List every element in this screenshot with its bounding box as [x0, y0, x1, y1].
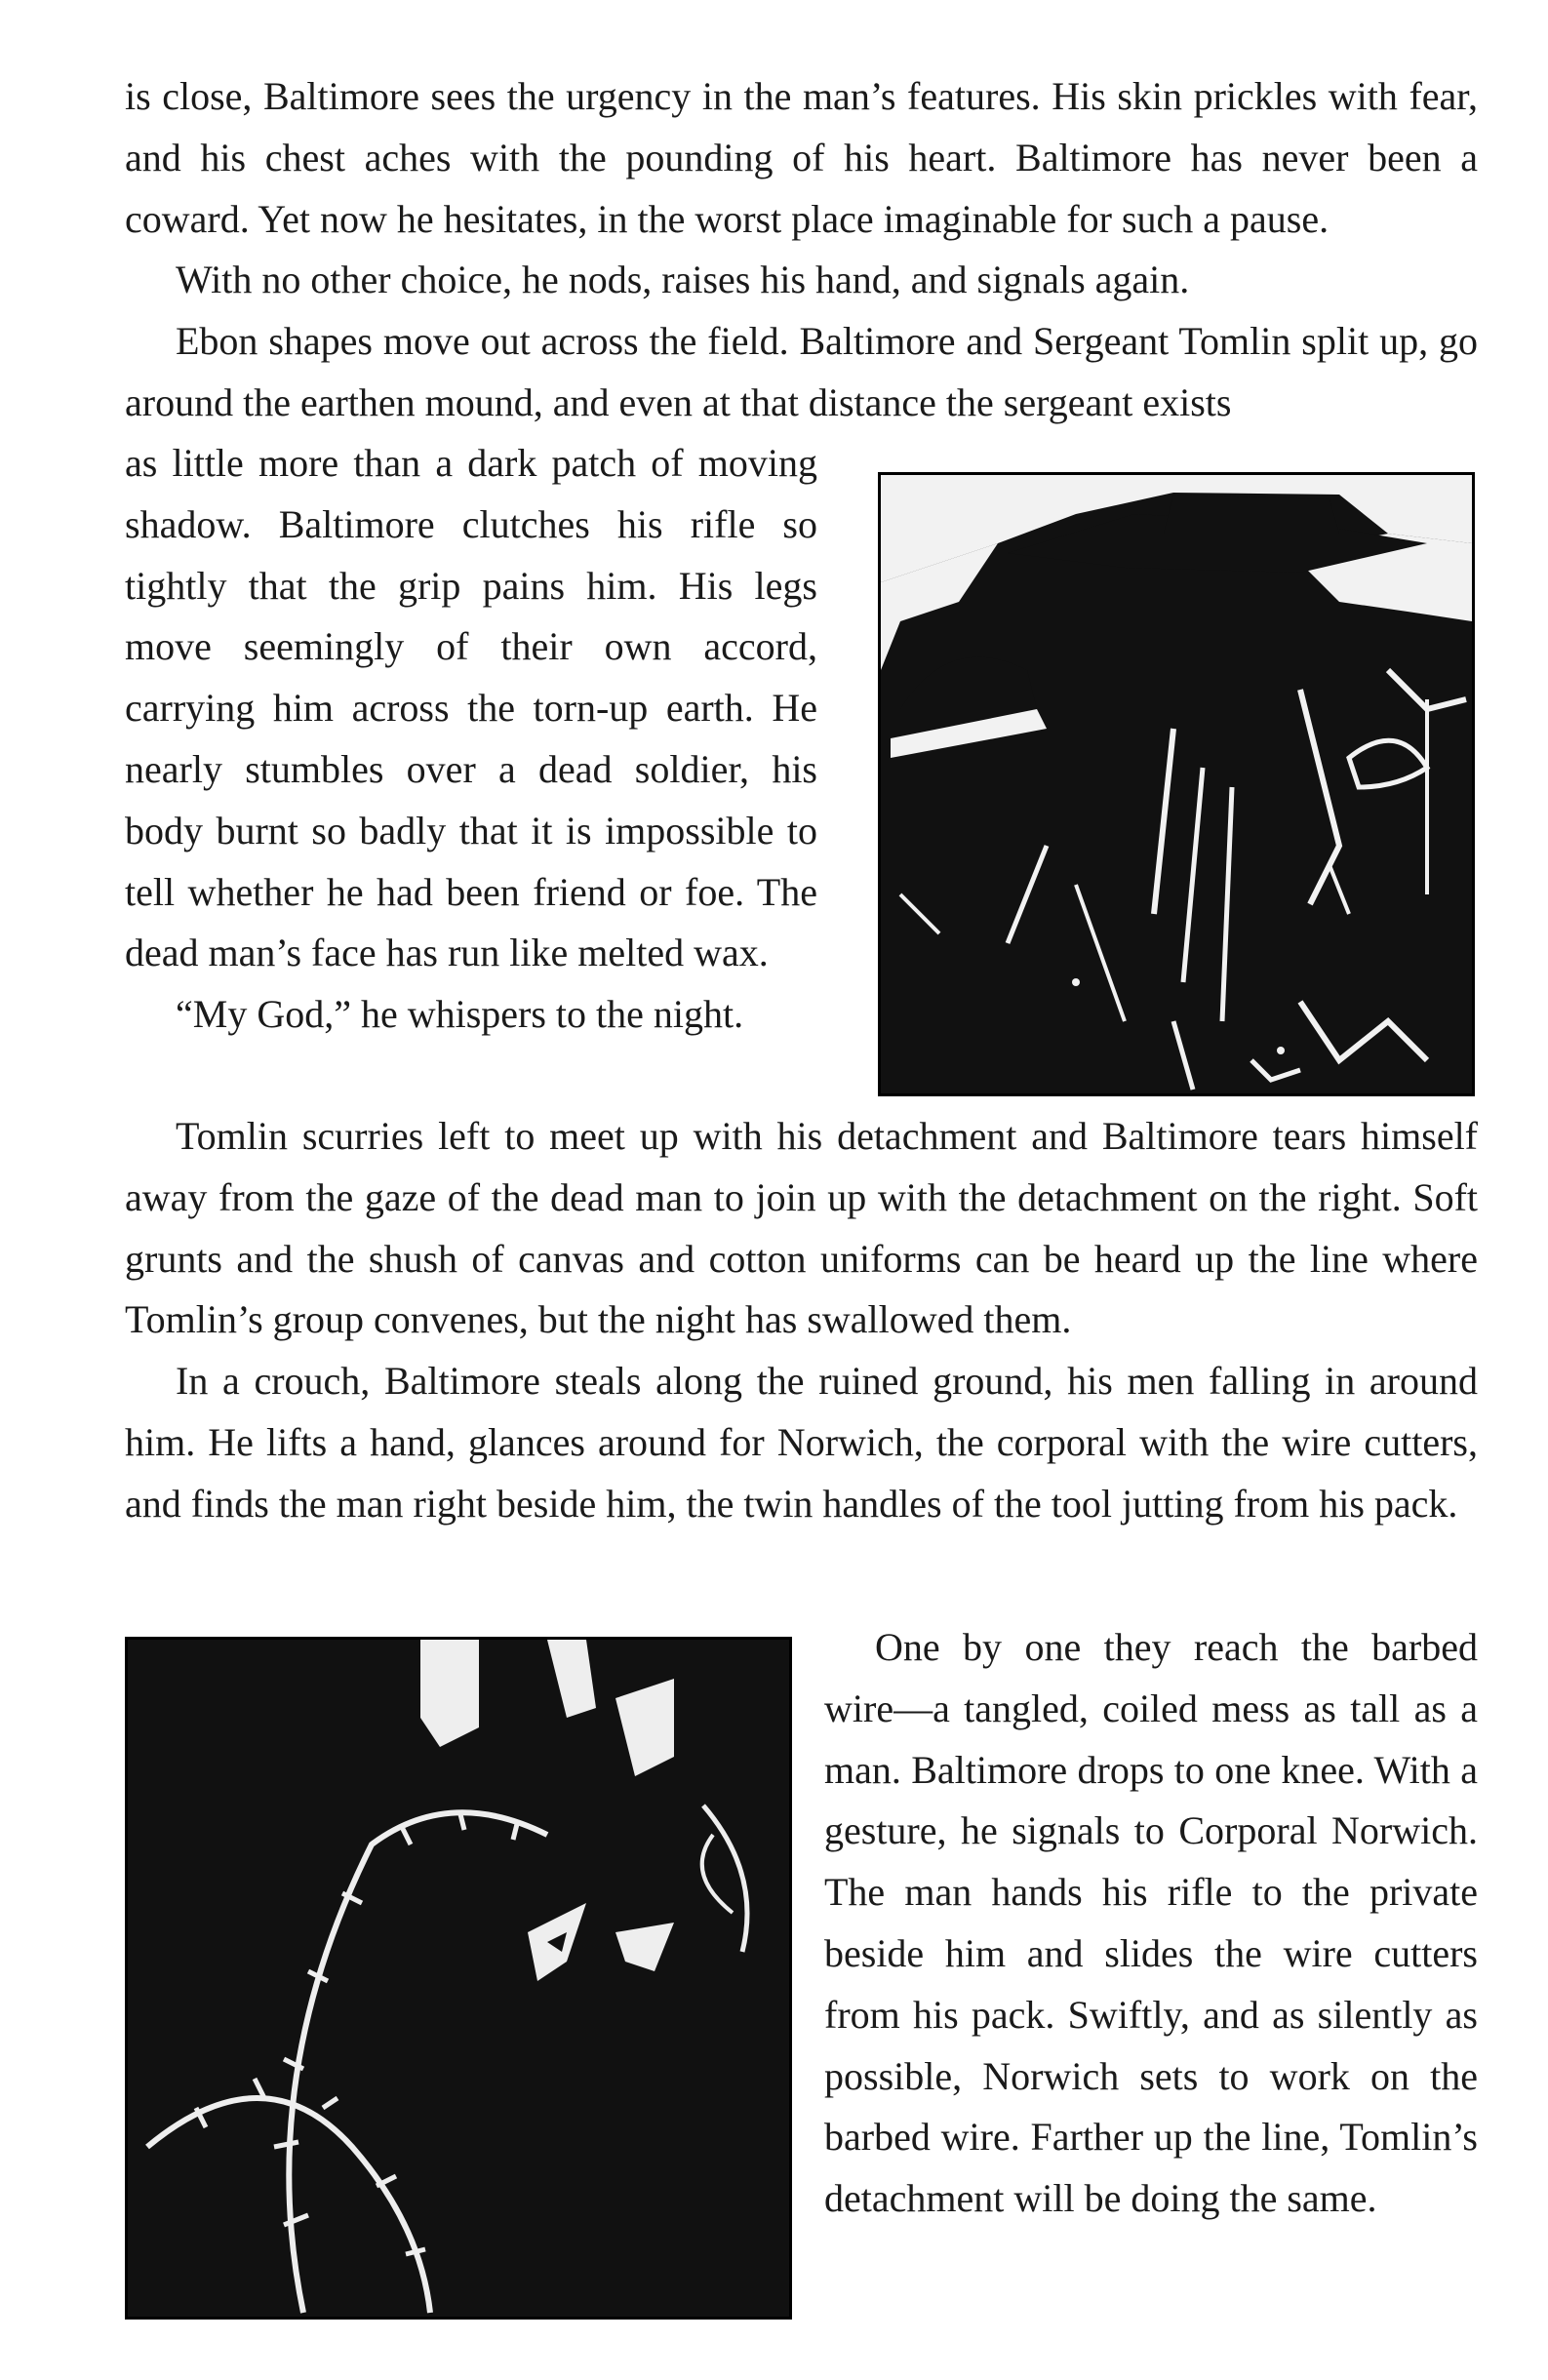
paragraph: Ebon shapes move out across the field. Baltimore and Sergeant Tomlin split up, go around the earthen mound, and even at that distance the sergeant exists	[125, 319, 1478, 424]
soldiers-illustration-art	[881, 475, 1472, 1093]
paragraph: With no other choice, he nods, raises his hand, and signals again.	[176, 258, 1190, 302]
text-block-top	[125, 66, 1478, 434]
barbed-wire-illustration	[125, 1637, 792, 2320]
barbed-wire-illustration-art	[128, 1640, 789, 2317]
paragraph: “My God,” he whispers to the night.	[176, 992, 744, 1037]
paragraph: as little more than a dark patch of moving shadow. Baltimore clutches his rifle so tightly that the grip pains him. His legs move seemingly of their own accord, carrying him across the torn-up earth. He nearly stumbles over a dead soldier, his body burnt so badly that it is impossible to tell whether he had been friend or foe. The dead man’s face has run like melted wax.	[125, 441, 817, 975]
paragraph: is close, Baltimore sees the urgency in the man’s features. His skin prickles with fear, and his chest aches with the pounding of his heart. Baltimore has never been a coward. Yet now he hesitates, in the worst place imaginable for such a pause.	[125, 74, 1478, 241]
paragraph: One by one they reach the barbed wire—a tangled, coiled mess as tall as a man. Baltimore drops to one knee. With a gesture, he signals to Corporal Norwich. The man hands his rifle to the private beside him and slides the wire cutters from his pack. Swiftly, and as silently as possible, Norwich sets to work on the barbed wire. Farther up the line, Tomlin’s detachment will be doing the same.	[824, 1625, 1478, 2221]
text-block-middle	[125, 1106, 1478, 1535]
paragraph: Tomlin scurries left to meet up with his detachment and Baltimore tears himself away from the gaze of the dead man to join up with the detachment on the right. Soft grunts and the shush of canvas and cotton uniforms can be heard up the line where Tomlin’s group convenes, but the night has swallowed them.	[125, 1114, 1478, 1342]
paragraph: In a crouch, Baltimore steals along the ruined ground, his men falling in around him. He lifts a hand, glances around for Norwich, the corporal with the wire cutters, and finds the man right beside him, the twin handles of the tool jutting from his pack.	[125, 1359, 1478, 1526]
text-block-wrap-left	[125, 433, 817, 1046]
text-block-wrap-right	[824, 1617, 1478, 2230]
soldiers-illustration	[878, 472, 1475, 1096]
